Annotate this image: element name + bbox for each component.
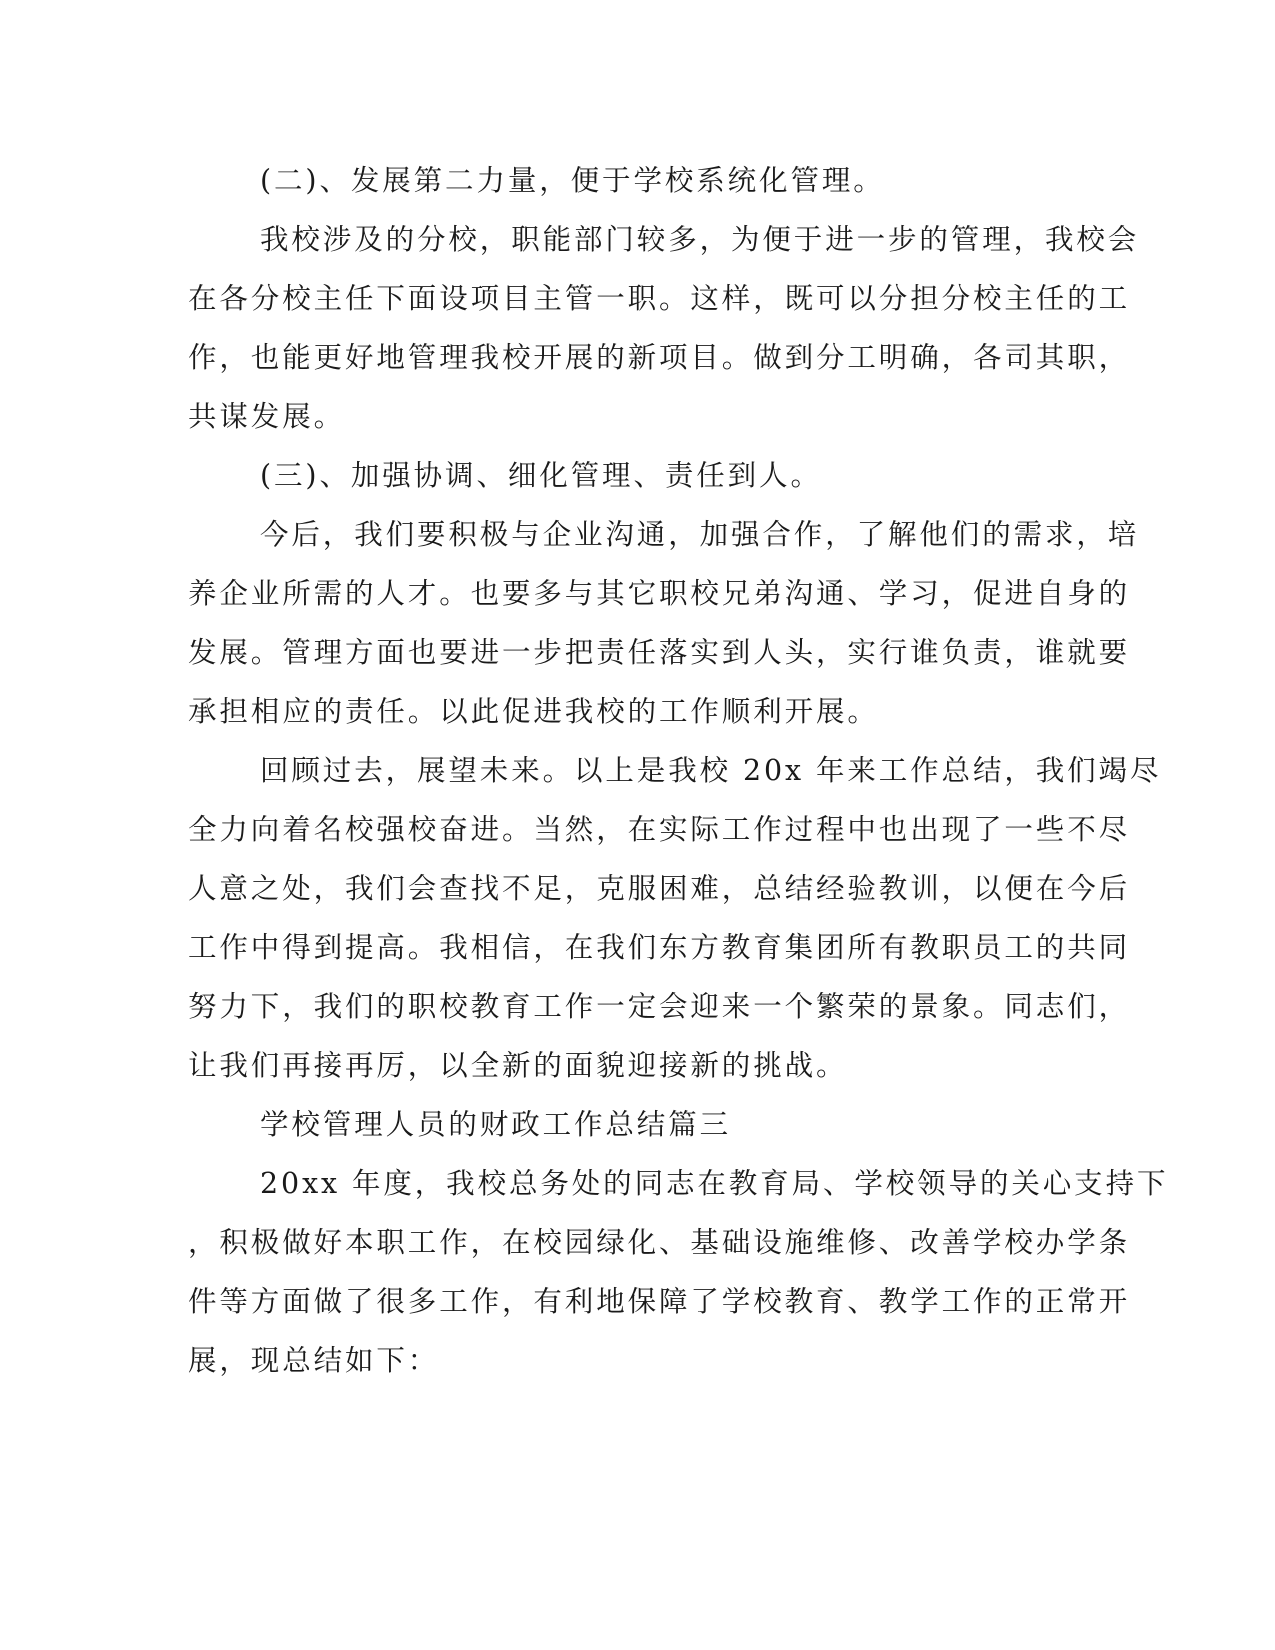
paragraph-line: 全力向着名校强校奋进。当然，在实际工作过程中也出现了一些不尽	[188, 813, 1131, 846]
paragraph-line: 展，现总结如下：	[188, 1344, 440, 1377]
paragraph-line: 养企业所需的人才。也要多与其它职校兄弟沟通、学习，促进自身的	[188, 577, 1131, 610]
paragraph-line: 今后，我们要积极与企业沟通，加强合作，了解他们的需求，培	[260, 518, 1140, 551]
paragraph-line: 工作中得到提高。我相信，在我们东方教育集团所有教职员工的共同	[188, 931, 1131, 964]
paragraph-line: 人意之处，我们会查找不足，克服困难，总结经验教训，以便在今后	[188, 872, 1131, 905]
paragraph-line: 20xx 年度，我校总务处的同志在教育局、学校领导的关心支持下	[260, 1167, 1169, 1200]
paragraph-line: 承担相应的责任。以此促进我校的工作顺利开展。	[188, 695, 879, 728]
paragraph-line: 我校涉及的分校，职能部门较多，为便于进一步的管理，我校会	[260, 223, 1140, 256]
paragraph-line: 努力下，我们的职校教育工作一定会迎来一个繁荣的景象。同志们，	[188, 990, 1131, 1023]
section-heading-3: (三)、加强协调、细化管理、责任到人。	[260, 459, 822, 492]
paragraph-line: 在各分校主任下面设项目主管一职。这样，既可以分担分校主任的工	[188, 282, 1131, 315]
section-heading-2: (二)、发展第二力量，便于学校系统化管理。	[260, 164, 885, 197]
paragraph-line: 让我们再接再厉，以全新的面貌迎接新的挑战。	[188, 1049, 848, 1082]
paragraph-line: 件等方面做了很多工作，有利地保障了学校教育、教学工作的正常开	[188, 1285, 1131, 1318]
article-title: 学校管理人员的财政工作总结篇三	[260, 1108, 732, 1141]
paragraph-line: 共谋发展。	[188, 400, 346, 433]
paragraph-line: ，积极做好本职工作，在校园绿化、基础设施维修、改善学校办学条	[188, 1226, 1131, 1259]
paragraph-line: 作，也能更好地管理我校开展的新项目。做到分工明确，各司其职，	[188, 341, 1131, 374]
paragraph-line: 回顾过去，展望未来。以上是我校 20x 年来工作总结，我们竭尽	[260, 754, 1162, 787]
paragraph-line: 发展。管理方面也要进一步把责任落实到人头，实行谁负责，谁就要	[188, 636, 1131, 669]
